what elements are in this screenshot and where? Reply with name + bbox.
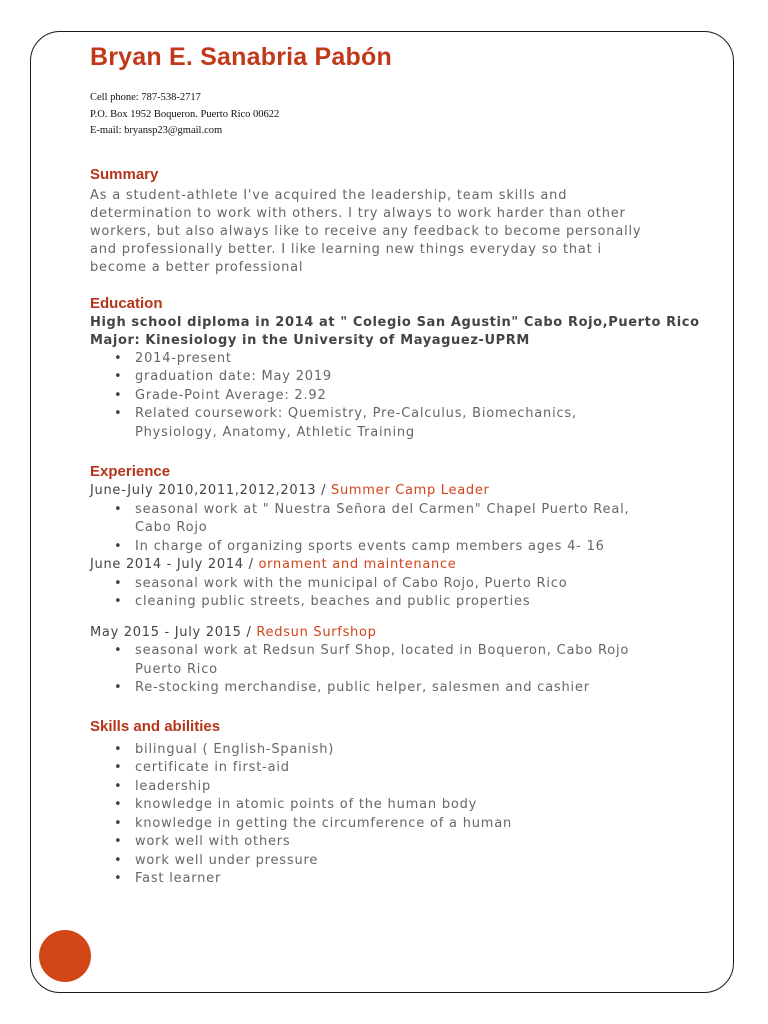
education-highschool: High school diploma in 2014 at " Colegio San Agustin" Cabo Rojo,Puerto Rico (90, 314, 700, 330)
list-item-continuation: Puerto Rico (135, 661, 218, 677)
list-item-continuation: Cabo Rojo (135, 520, 208, 535)
job-title-line (90, 482, 710, 501)
contact-block (90, 90, 710, 140)
list-item: • Related coursework: Quemistry, Pre-Calculus, Biomechanics, (90, 405, 710, 424)
list-item: • graduation date: May 2019 (90, 368, 710, 387)
summary-text (90, 187, 710, 277)
job-dates: June 2014 - July 2014 / (90, 557, 259, 572)
job-duties (90, 575, 710, 612)
list-item: • bilingual ( English-Spanish) (90, 741, 710, 760)
applicant-name: Bryan E. Sanabria Pabón (90, 43, 392, 71)
job-dates: May 2015 - July 2015 / (90, 624, 257, 640)
contact-email: E-mail: bryansp23@gmail.com (90, 125, 223, 136)
contact-phone: Cell phone: 787-538-2717 (90, 92, 201, 103)
list-item: • cleaning public streets, beaches and public properties (90, 593, 710, 612)
list-item: • seasonal work with the municipal of Cabo Rojo, Puerto Rico (90, 575, 710, 594)
summary-heading: Summary (90, 165, 159, 183)
experience-heading: Experience (90, 463, 171, 480)
list-item: • seasonal work at Redsun Surf Shop, located in Boqueron, Cabo Rojo (90, 642, 710, 661)
list-item: • work well with others (90, 833, 710, 852)
job-role: ornament and maintenance (258, 557, 457, 572)
summary-line: workers, but also always like to receive any feedback to become personally (90, 223, 642, 239)
list-item: • knowledge in atomic points of the human body (90, 796, 710, 815)
list-item: • 2014-present (90, 350, 710, 369)
job-title-line (90, 556, 710, 575)
contact-address: P.O. Box 1952 Boqueron. Puerto Rico 00622 (90, 108, 280, 120)
list-item: • work well under pressure (90, 852, 710, 871)
job-title-line (90, 624, 710, 643)
skills-list (90, 741, 710, 889)
job-duties (90, 642, 710, 698)
list-item: • Re-stocking merchandise, public helper, salesmen and cashier (90, 679, 710, 698)
list-item: • leadership (90, 778, 710, 797)
summary-line: and professionally better. I like learning new things everyday so that i (90, 241, 602, 257)
job-dates: June-July 2010,2011,2012,2013 / (90, 483, 332, 498)
list-item: • knowledge in getting the circumference of a human (90, 815, 710, 834)
list-item: • In charge of organizing sports events camp members ages 4- 16 (90, 538, 710, 557)
summary-line: As a student-athlete I've acquired the leadership, team skills and (90, 187, 568, 203)
spacer (90, 612, 710, 624)
list-item: • Grade-Point Average: 2.92 (90, 387, 710, 406)
list-item: • seasonal work at " Nuestra Señora del Carmen" Chapel Puerto Real, (90, 501, 710, 520)
summary-line: determination to work with others. I try always to work harder than other (90, 205, 626, 221)
decorative-circle (39, 930, 91, 982)
job-duties (90, 501, 710, 557)
job-role: Summer Camp Leader (331, 483, 490, 498)
list-item: • Fast learner (90, 870, 710, 889)
resume-body (90, 40, 710, 889)
job-role: Redsun Surfshop (256, 624, 377, 640)
education-list (90, 350, 710, 443)
summary-line: become a better professional (90, 259, 304, 275)
education-major: Major: Kinesiology in the University of Mayaguez-UPRM (90, 332, 530, 348)
skills-heading: Skills and abilities (90, 717, 221, 735)
list-item: • certificate in first-aid (90, 759, 710, 778)
list-item-continuation: Physiology, Anatomy, Athletic Training (135, 424, 415, 440)
education-heading: Education (90, 294, 163, 312)
